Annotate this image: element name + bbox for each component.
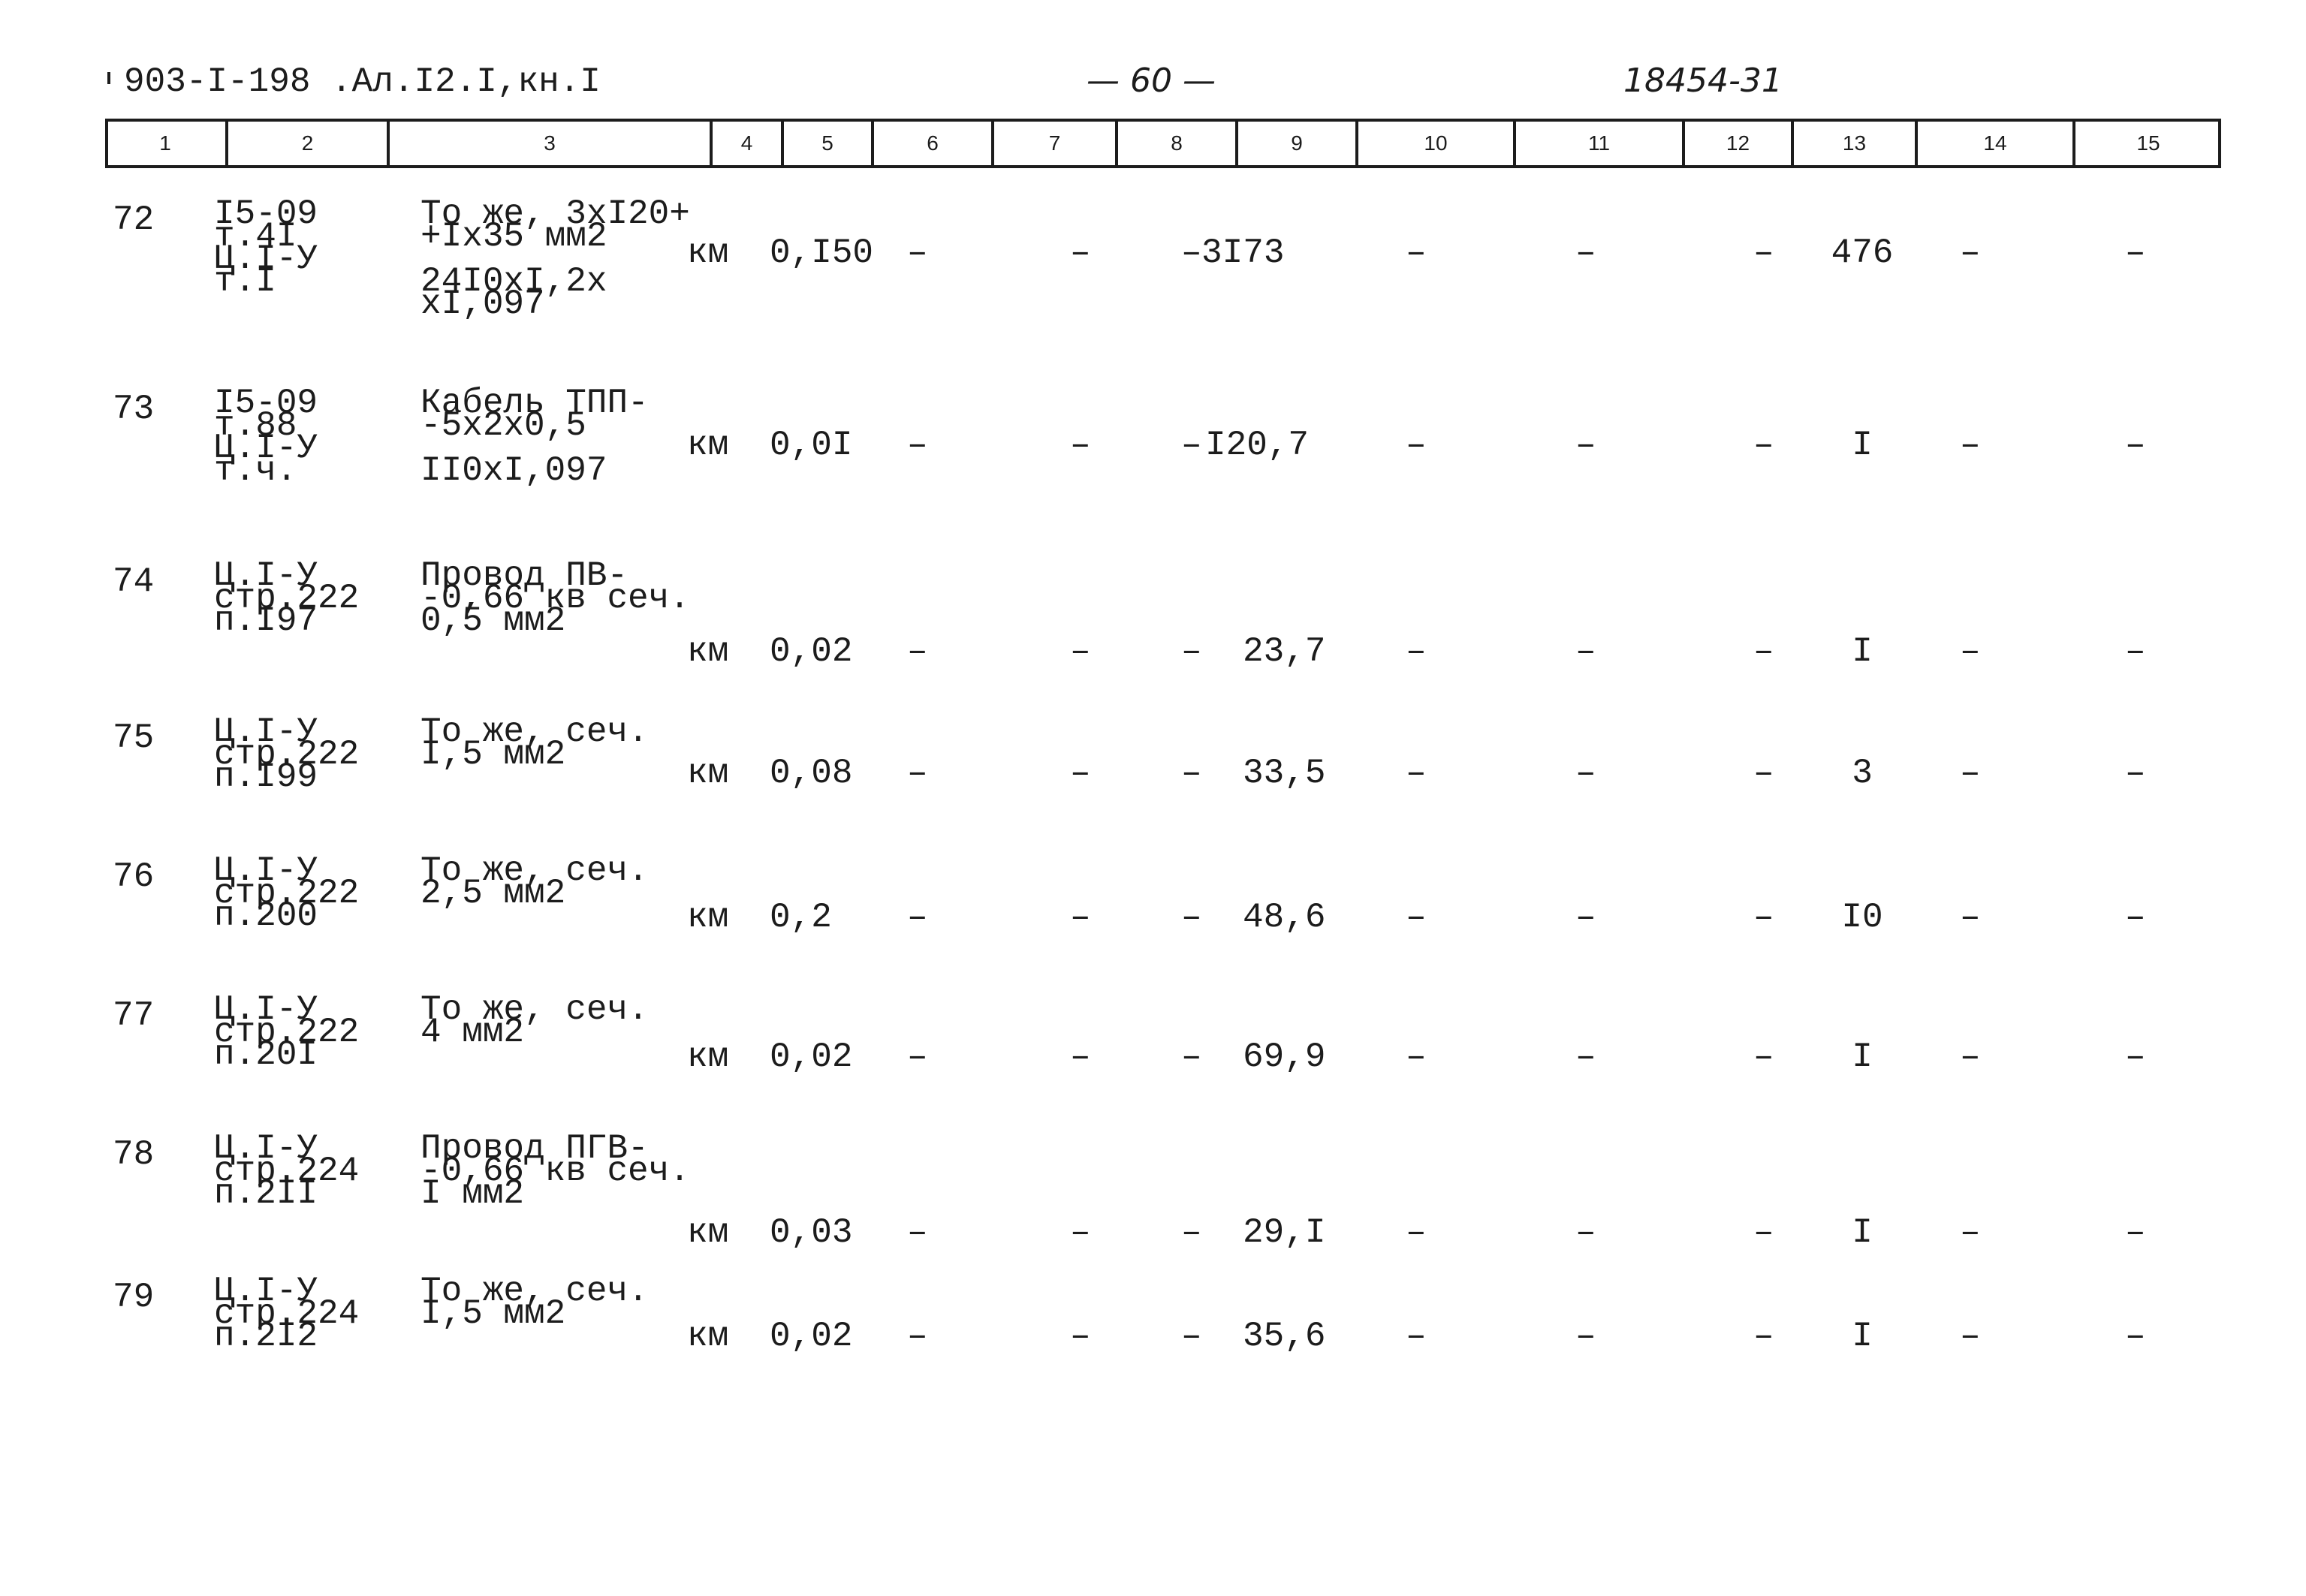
row-c15: – [2125, 426, 2146, 465]
row-c12: – [1753, 426, 1774, 465]
document-code: 903-I-198 .Ал.I2.I,кн.I [124, 62, 601, 101]
row-number: 75 [113, 718, 155, 757]
row-quantity: 0,03 [770, 1213, 853, 1252]
row-c14: – [1960, 1213, 1981, 1252]
row-c14: – [1960, 1317, 1981, 1356]
row-c10: – [1406, 426, 1427, 465]
row-c8: – [1181, 1213, 1202, 1252]
row-c10: – [1406, 632, 1427, 671]
row-c7: – [1070, 1037, 1091, 1077]
row-quantity: 0,0I [770, 426, 853, 465]
row-c7: – [1070, 233, 1091, 273]
row-c12: – [1753, 1317, 1774, 1356]
row-c15: – [2125, 898, 2146, 937]
row-unit: км [687, 233, 729, 273]
row-c10: – [1406, 1037, 1427, 1077]
row-unit: км [687, 754, 729, 793]
row-c12: – [1753, 233, 1774, 273]
row-c12: – [1753, 1213, 1774, 1252]
column-number-11: 11 [1513, 122, 1682, 165]
row-unit: км [687, 1317, 729, 1356]
row-quantity: 0,02 [770, 1037, 853, 1077]
row-c15: – [2125, 754, 2146, 793]
column-number-5: 5 [781, 122, 871, 165]
row-c7: – [1070, 898, 1091, 937]
row-c8: – [1181, 1317, 1202, 1356]
row-number: 74 [113, 562, 155, 601]
row-price: 23,7 [1243, 632, 1326, 671]
row-c7: – [1070, 1213, 1091, 1252]
row-c10: – [1406, 1317, 1427, 1356]
row-c6: – [907, 233, 928, 273]
row-value: 476 [1831, 233, 1894, 273]
row-number: 77 [113, 996, 155, 1035]
row-c15: – [2125, 233, 2146, 273]
row-c6: – [907, 426, 928, 465]
row-c12: – [1753, 632, 1774, 671]
row-c11: – [1575, 898, 1596, 937]
row-description: Провод ПВ- -0,66 кв сеч. 0,5 мм2 [421, 556, 690, 640]
row-c11: – [1575, 1213, 1596, 1252]
column-number-4: 4 [710, 122, 781, 165]
row-reference: Ц.I-У стр.222 п.I99 [214, 712, 360, 796]
row-reference: Ц.I-У стр.224 п.2I2 [214, 1272, 360, 1356]
row-reference: I5-09 т.88 Ц.I-У т.ч. [214, 384, 318, 490]
row-reference: Ц.I-У стр.222 п.20I [214, 990, 360, 1074]
row-c14: – [1960, 233, 1981, 273]
page-number: — 60 — [1087, 62, 1216, 100]
row-c7: – [1070, 754, 1091, 793]
row-c6: – [907, 632, 928, 671]
row-c6: – [907, 754, 928, 793]
row-price: 29,I [1243, 1213, 1326, 1252]
row-description: То же, сеч. 2,5 мм2 [421, 851, 649, 913]
column-number-9: 9 [1235, 122, 1355, 165]
row-description: Провод ПГВ- -0,66 кв сеч. I мм2 [421, 1129, 690, 1213]
row-unit: км [687, 632, 729, 671]
row-number: 72 [113, 200, 155, 239]
row-c11: – [1575, 1317, 1596, 1356]
row-c6: – [907, 1213, 928, 1252]
row-unit: км [687, 1037, 729, 1077]
column-number-1: 1 [159, 131, 171, 155]
row-c8: – [1181, 426, 1202, 465]
column-number-15: 15 [2072, 122, 2221, 165]
row-c10: – [1406, 1213, 1427, 1252]
document-reference: 18454-31 [1623, 62, 1783, 100]
column-number-12: 12 [1682, 122, 1791, 165]
row-c6: – [907, 898, 928, 937]
row-number: 76 [113, 857, 155, 896]
row-description: Кабель ТПП- -5х2х0,5 II0хI,097 [421, 384, 649, 490]
row-c11: – [1575, 754, 1596, 793]
row-number: 79 [113, 1278, 155, 1317]
row-quantity: 0,02 [770, 632, 853, 671]
column-number-14: 14 [1915, 122, 2072, 165]
row-unit: км [687, 1213, 729, 1252]
column-number-header [105, 119, 2221, 168]
row-c12: – [1753, 754, 1774, 793]
row-price: 3I73 [1201, 233, 1285, 273]
column-number-10: 10 [1355, 122, 1513, 165]
row-quantity: 0,I50 [770, 233, 874, 273]
row-price: 48,6 [1243, 898, 1326, 937]
row-quantity: 0,2 [770, 898, 832, 937]
row-c8: – [1181, 233, 1202, 273]
column-number-2: 2 [225, 122, 387, 165]
row-c10: – [1406, 898, 1427, 937]
row-value: I [1852, 632, 1873, 671]
row-c7: – [1070, 426, 1091, 465]
row-value: 3 [1852, 754, 1873, 793]
row-c14: – [1960, 754, 1981, 793]
row-reference: Ц.I-У стр.222 п.I97 [214, 556, 360, 640]
row-number: 73 [113, 390, 155, 429]
row-reference: Ц.I-У стр.222 п.200 [214, 851, 360, 935]
row-c14: – [1960, 632, 1981, 671]
row-c15: – [2125, 1213, 2146, 1252]
row-value: I [1852, 1213, 1873, 1252]
row-quantity: 0,02 [770, 1317, 853, 1356]
row-c14: – [1960, 898, 1981, 937]
row-reference: Ц.I-У стр.224 п.2II [214, 1129, 360, 1213]
row-c12: – [1753, 1037, 1774, 1077]
row-quantity: 0,08 [770, 754, 853, 793]
row-c6: – [907, 1317, 928, 1356]
row-c15: – [2125, 1037, 2146, 1077]
row-description: То же, сеч. I,5 мм2 [421, 1272, 649, 1333]
row-c8: – [1181, 754, 1202, 793]
column-number-7: 7 [991, 122, 1115, 165]
row-c10: – [1406, 754, 1427, 793]
column-number-8: 8 [1115, 122, 1235, 165]
row-unit: км [687, 898, 729, 937]
margin-mark [107, 72, 110, 84]
row-c8: – [1181, 632, 1202, 671]
row-c10: – [1406, 233, 1427, 273]
row-value: I [1852, 1317, 1873, 1356]
column-number-3: 3 [387, 122, 710, 165]
row-c14: – [1960, 1037, 1981, 1077]
row-unit: км [687, 426, 729, 465]
column-number-6: 6 [871, 122, 991, 165]
row-c14: – [1960, 426, 1981, 465]
row-description: То же, сеч. I,5 мм2 [421, 712, 649, 774]
row-value: I [1852, 1037, 1873, 1077]
row-c6: – [907, 1037, 928, 1077]
row-reference: I5-09 т.4I Ц.I-У т.I [214, 194, 318, 301]
row-c7: – [1070, 1317, 1091, 1356]
row-price: 69,9 [1243, 1037, 1326, 1077]
row-c11: – [1575, 426, 1596, 465]
row-c11: – [1575, 233, 1596, 273]
row-price: 35,6 [1243, 1317, 1326, 1356]
row-c7: – [1070, 632, 1091, 671]
column-number-13: 13 [1791, 122, 1915, 165]
row-value: I [1852, 426, 1873, 465]
row-c12: – [1753, 898, 1774, 937]
row-c8: – [1181, 898, 1202, 937]
row-c15: – [2125, 632, 2146, 671]
row-c11: – [1575, 1037, 1596, 1077]
row-c8: – [1181, 1037, 1202, 1077]
row-description: То же, сеч. 4 мм2 [421, 990, 649, 1052]
row-description: То же, 3хI20+ +Iх35 мм2 24I0хI,2х хI,097 [421, 194, 690, 324]
row-number: 78 [113, 1135, 155, 1174]
row-price: I20,7 [1205, 426, 1310, 465]
row-value: I0 [1841, 898, 1883, 937]
row-c15: – [2125, 1317, 2146, 1356]
row-price: 33,5 [1243, 754, 1326, 793]
row-c11: – [1575, 632, 1596, 671]
